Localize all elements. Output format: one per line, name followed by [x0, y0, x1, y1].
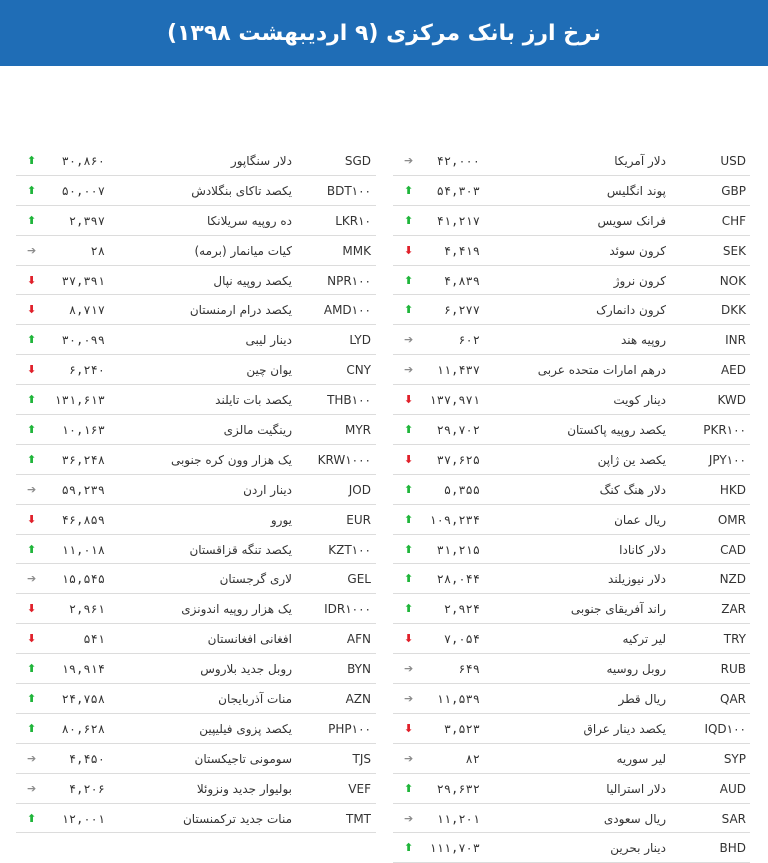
currency-name: لیر ترکیه — [622, 632, 666, 647]
currency-code: AUD — [719, 781, 746, 796]
currency-code: BHD — [719, 841, 746, 856]
currency-code: NZD — [719, 572, 746, 587]
currency-row — [16, 146, 376, 176]
currency-code: JPY۱۰۰ — [708, 452, 746, 467]
exchange-rate-value: ۲,۳۹۷ — [68, 213, 105, 228]
trend-up-arrow-icon: ⬆ — [404, 183, 414, 197]
currency-name: دلار کانادا — [619, 542, 666, 557]
exchange-rate-value: ۴,۲۰۶ — [68, 781, 105, 796]
currency-code: LKR۱۰ — [335, 213, 371, 228]
trend-up-arrow-icon: ⬆ — [27, 213, 37, 227]
exchange-rate-value: ۵۰,۰۰۷ — [61, 183, 105, 198]
trend-up-arrow-icon: ⬆ — [404, 542, 414, 556]
currency-row — [16, 684, 376, 714]
currency-code: DKK — [721, 303, 746, 318]
exchange-rate-value: ۱۱۱,۷۰۳ — [429, 841, 480, 856]
currency-name: یکصد روپیه پاکستان — [567, 423, 666, 438]
exchange-rate-value: ۴,۴۵۰ — [68, 751, 105, 766]
currency-name: دلار هنگ کنگ — [599, 482, 666, 497]
rates-table — [0, 66, 768, 856]
currency-row — [16, 594, 376, 624]
currency-name: کیات میانمار (برمه) — [194, 243, 292, 258]
currency-name: یکصد روپیه نپال — [213, 273, 292, 288]
currency-name: ریال قطر — [618, 692, 666, 707]
exchange-rate-value: ۸,۷۱۷ — [68, 303, 105, 318]
currency-row — [16, 475, 376, 505]
currency-row — [393, 624, 750, 654]
exchange-rate-value: ۳۷,۶۲۵ — [436, 452, 480, 467]
trend-down-arrow-icon: ⬇ — [27, 363, 37, 377]
currency-code: SYP — [723, 751, 746, 766]
exchange-rate-value: ۱۱,۵۳۹ — [436, 692, 480, 707]
exchange-rate-value: ۲۹,۷۰۲ — [436, 423, 480, 438]
currency-row — [393, 295, 750, 325]
exchange-rate-value: ۶,۲۷۷ — [443, 303, 480, 318]
currency-row — [393, 535, 750, 565]
exchange-rate-value: ۸۰,۶۲۸ — [61, 721, 105, 736]
exchange-rate-value: ۴,۴۱۹ — [443, 243, 480, 258]
trend-up-arrow-icon: ⬆ — [27, 183, 37, 197]
currency-row — [393, 325, 750, 355]
currency-code: SGD — [344, 154, 371, 168]
currency-name: یورو — [270, 512, 292, 527]
currency-code: CNY — [346, 363, 371, 378]
currency-name: یکصد ین ژاپن — [597, 452, 666, 467]
currency-name: یکصد بات تایلند — [215, 393, 292, 408]
currency-name: دینار کویت — [613, 393, 666, 408]
currency-name: یوان چین — [246, 363, 292, 378]
header-banner — [0, 0, 768, 66]
trend-up-arrow-icon: ⬆ — [404, 572, 414, 586]
currency-code: TJS — [352, 751, 371, 766]
trend-down-arrow-icon: ⬇ — [404, 632, 414, 646]
trend-down-arrow-icon: ⬇ — [27, 512, 37, 526]
currency-code: THB۱۰۰ — [327, 393, 371, 408]
page-title: نرخ ارز بانک مرکزی (۹ اردیبهشت ۱۳۹۸) — [166, 20, 602, 46]
exchange-rate-value: ۱۹,۹۱۴ — [61, 662, 105, 677]
trend-right-arrow-icon: ➔ — [404, 692, 414, 706]
currency-name: دلار سنگاپور — [230, 154, 292, 168]
trend-up-arrow-icon: ⬆ — [404, 213, 414, 227]
trend-up-arrow-icon: ⬆ — [404, 303, 414, 317]
currency-row — [393, 804, 750, 834]
exchange-rate-value: ۴,۸۳۹ — [443, 273, 480, 288]
currency-name: یکصد تنگه قزاقستان — [189, 542, 292, 557]
currency-row — [393, 654, 750, 684]
exchange-rate-value: ۱۱,۴۳۷ — [436, 363, 480, 378]
currency-name: یکصد تاکای بنگلادش — [191, 183, 292, 198]
exchange-rate-value: ۴۲,۰۰۰ — [436, 154, 480, 168]
currency-name: لاری گرجستان — [219, 572, 292, 587]
trend-up-arrow-icon: ⬆ — [27, 452, 37, 466]
exchange-rate-value: ۴۱,۲۱۷ — [436, 213, 480, 228]
currency-code: TMT — [345, 811, 371, 826]
currency-code: VEF — [348, 781, 371, 796]
trend-down-arrow-icon: ⬇ — [404, 452, 414, 466]
currency-row — [16, 176, 376, 206]
currency-code: RUB — [720, 662, 746, 677]
trend-right-arrow-icon: ➔ — [404, 662, 414, 676]
currency-row — [16, 714, 376, 744]
trend-right-arrow-icon: ➔ — [27, 572, 37, 586]
currency-name: رینگیت مالزی — [223, 423, 292, 438]
currency-row — [16, 505, 376, 535]
trend-up-arrow-icon: ⬆ — [404, 781, 414, 795]
currency-code: HKD — [719, 482, 746, 497]
currency-row — [393, 206, 750, 236]
exchange-rate-value: ۶۴۹ — [458, 662, 480, 677]
currency-code: AMD۱۰۰ — [323, 303, 371, 318]
currency-row — [393, 385, 750, 415]
currency-name: منات جدید ترکمنستان — [182, 811, 292, 826]
currency-code: QAR — [720, 692, 746, 707]
currency-code: PKR۱۰۰ — [703, 423, 746, 438]
exchange-rate-value: ۴۶,۸۵۹ — [61, 512, 105, 527]
currency-name: یک هزار وون کره جنوبی — [170, 452, 292, 467]
currency-code: CHF — [721, 213, 746, 228]
currency-row — [393, 505, 750, 535]
trend-right-arrow-icon: ➔ — [404, 363, 414, 377]
currency-name: دینار بحرین — [610, 841, 666, 856]
trend-up-arrow-icon: ⬆ — [404, 512, 414, 526]
trend-up-arrow-icon: ⬆ — [27, 721, 37, 735]
exchange-rate-value: ۳۰,۸۶۰ — [61, 154, 105, 168]
currency-row — [393, 266, 750, 296]
trend-down-arrow-icon: ⬇ — [404, 243, 414, 257]
rates-column-left — [16, 146, 376, 833]
currency-row — [16, 236, 376, 266]
exchange-rate-value: ۲۹,۶۳۲ — [436, 781, 480, 796]
currency-code: NOK — [719, 273, 746, 288]
currency-row — [16, 325, 376, 355]
trend-down-arrow-icon: ⬇ — [404, 393, 414, 407]
currency-code: MYR — [344, 423, 371, 438]
currency-name: یک هزار روپیه اندونزی — [181, 602, 292, 617]
trend-right-arrow-icon: ➔ — [27, 243, 37, 257]
exchange-rate-value: ۱۱,۰۱۸ — [61, 542, 105, 557]
exchange-rate-value: ۱۲,۰۰۱ — [61, 811, 105, 826]
currency-row — [16, 654, 376, 684]
exchange-rate-value: ۵۴۱ — [83, 632, 105, 647]
currency-name: دلار آمریکا — [614, 154, 666, 168]
exchange-rate-value: ۷,۰۵۴ — [443, 632, 480, 647]
currency-row — [393, 236, 750, 266]
trend-up-arrow-icon: ⬆ — [404, 423, 414, 437]
currency-row — [16, 445, 376, 475]
currency-name: افغانی افغانستان — [207, 632, 292, 647]
currency-row — [393, 564, 750, 594]
trend-up-arrow-icon: ⬆ — [404, 482, 414, 496]
currency-row — [393, 594, 750, 624]
trend-up-arrow-icon: ⬆ — [404, 602, 414, 616]
trend-right-arrow-icon: ➔ — [27, 751, 37, 765]
exchange-rate-value: ۶,۲۴۰ — [68, 363, 105, 378]
currency-code: EUR — [346, 512, 371, 527]
exchange-rate-value: ۲,۹۲۴ — [443, 602, 480, 617]
currency-code: MMK — [342, 243, 371, 258]
currency-name: یکصد پزوی فیلیپین — [199, 721, 292, 736]
currency-row — [16, 385, 376, 415]
currency-code: GBP — [721, 183, 746, 198]
trend-down-arrow-icon: ⬇ — [27, 303, 37, 317]
exchange-rate-value: ۲,۹۶۱ — [68, 602, 105, 617]
trend-up-arrow-icon: ⬆ — [27, 662, 37, 676]
currency-row — [393, 445, 750, 475]
exchange-rate-value: ۲۸ — [90, 243, 105, 258]
currency-row — [16, 624, 376, 654]
exchange-rate-value: ۱۱,۲۰۱ — [436, 811, 480, 826]
trend-down-arrow-icon: ⬇ — [27, 632, 37, 646]
currency-name: فرانک سویس — [597, 213, 666, 228]
currency-row — [16, 415, 376, 445]
currency-name: کرون سوئد — [609, 243, 666, 258]
currency-name: یکصد درام ارمنستان — [189, 303, 292, 318]
currency-name: درهم امارات متحده عربی — [537, 363, 666, 378]
currency-row — [393, 714, 750, 744]
currency-name: دلار نیوزیلند — [608, 572, 666, 587]
currency-code: SEK — [722, 243, 746, 258]
trend-right-arrow-icon: ➔ — [404, 154, 414, 167]
exchange-rate-value: ۲۴,۷۵۸ — [61, 692, 105, 707]
exchange-rate-value: ۳۰,۰۹۹ — [61, 333, 105, 348]
currency-code: KRW۱۰۰۰ — [317, 452, 371, 467]
currency-row — [393, 146, 750, 176]
currency-code: BDT۱۰۰ — [326, 183, 371, 198]
exchange-rate-value: ۱۵,۵۴۵ — [61, 572, 105, 587]
exchange-rate-value: ۳۱,۲۱۵ — [436, 542, 480, 557]
currency-row — [16, 804, 376, 834]
currency-code: BYN — [347, 662, 371, 677]
currency-row — [393, 684, 750, 714]
currency-code: ZAR — [721, 602, 746, 617]
trend-up-arrow-icon: ⬆ — [404, 273, 414, 287]
currency-name: منات آذربایجان — [218, 692, 292, 707]
exchange-rate-value: ۲۸,۰۴۴ — [436, 572, 480, 587]
currency-code: LYD — [349, 333, 371, 348]
currency-name: راند آفریقای جنوبی — [570, 602, 666, 617]
exchange-rate-value: ۱۰۹,۲۳۴ — [429, 512, 480, 527]
currency-code: KZT۱۰۰ — [328, 542, 371, 557]
trend-up-arrow-icon: ⬆ — [27, 542, 37, 556]
trend-up-arrow-icon: ⬆ — [27, 692, 37, 706]
trend-up-arrow-icon: ⬆ — [27, 811, 37, 825]
currency-row — [16, 774, 376, 804]
exchange-rate-value: ۱۳۷,۹۷۱ — [429, 393, 480, 408]
currency-row — [16, 564, 376, 594]
currency-row — [16, 206, 376, 236]
currency-name: لیر سوریه — [616, 751, 666, 766]
currency-row — [393, 744, 750, 774]
trend-down-arrow-icon: ⬇ — [27, 273, 37, 287]
exchange-rate-value: ۳۷,۳۹۱ — [61, 273, 105, 288]
currency-row — [393, 833, 750, 863]
currency-row — [393, 355, 750, 385]
currency-code: SAR — [721, 811, 746, 826]
currency-name: ریال سعودی — [603, 811, 666, 826]
currency-name: دینار لیبی — [245, 333, 292, 348]
trend-right-arrow-icon: ➔ — [404, 333, 414, 347]
trend-down-arrow-icon: ⬇ — [27, 602, 37, 616]
trend-right-arrow-icon: ➔ — [27, 482, 37, 496]
currency-code: OMR — [717, 512, 746, 527]
currency-code: KWD — [717, 393, 746, 408]
currency-name: دلار استرالیا — [606, 781, 666, 796]
currency-row — [393, 475, 750, 505]
currency-row — [16, 295, 376, 325]
currency-code: INR — [725, 333, 746, 348]
trend-down-arrow-icon: ⬇ — [404, 721, 414, 735]
currency-code: NPR۱۰۰ — [327, 273, 371, 288]
exchange-rate-value: ۸۲ — [465, 751, 480, 766]
trend-right-arrow-icon: ➔ — [27, 781, 37, 795]
currency-row — [16, 535, 376, 565]
exchange-rate-value: ۵۹,۲۳۹ — [61, 482, 105, 497]
currency-row — [393, 176, 750, 206]
currency-code: PHP۱۰۰ — [328, 721, 371, 736]
currency-code: AZN — [345, 692, 371, 707]
currency-code: IQD۱۰۰ — [704, 721, 746, 736]
currency-code: AED — [720, 363, 746, 378]
currency-name: روبل جدید بلاروس — [200, 662, 292, 677]
trend-up-arrow-icon: ⬆ — [27, 393, 37, 407]
exchange-rate-value: ۳۶,۲۴۸ — [61, 452, 105, 467]
currency-name: ده روپیه سریلانکا — [206, 213, 292, 228]
trend-right-arrow-icon: ➔ — [404, 751, 414, 765]
trend-right-arrow-icon: ➔ — [404, 811, 414, 825]
currency-code: IDR۱۰۰۰ — [324, 602, 371, 617]
currency-code: GEL — [347, 572, 371, 587]
currency-name: دینار اردن — [243, 482, 292, 497]
rates-column-right — [393, 146, 750, 863]
currency-code: JOD — [348, 482, 371, 497]
currency-code: USD — [720, 154, 746, 168]
currency-row — [16, 266, 376, 296]
exchange-rate-value: ۱۳۱,۶۱۳ — [54, 393, 105, 408]
currency-code: TRY — [723, 632, 746, 647]
trend-up-arrow-icon: ⬆ — [404, 841, 414, 855]
currency-name: روبل روسیه — [606, 662, 666, 677]
trend-up-arrow-icon: ⬆ — [27, 154, 37, 167]
exchange-rate-value: ۵۴,۳۰۳ — [436, 183, 480, 198]
trend-up-arrow-icon: ⬆ — [27, 423, 37, 437]
exchange-rate-value: ۳,۵۲۳ — [443, 721, 480, 736]
currency-name: یکصد دینار عراق — [583, 721, 666, 736]
trend-up-arrow-icon: ⬆ — [27, 333, 37, 347]
currency-name: کرون نروژ — [613, 273, 666, 288]
exchange-rate-value: ۱۰,۱۶۳ — [61, 423, 105, 438]
currency-row — [393, 774, 750, 804]
exchange-rate-value: ۵,۳۵۵ — [443, 482, 480, 497]
currency-name: پوند انگلیس — [606, 183, 666, 198]
currency-row — [16, 355, 376, 385]
currency-name: سومونی تاجیکستان — [194, 751, 292, 766]
currency-name: بولیوار جدید ونزوئلا — [196, 781, 292, 796]
currency-row — [16, 744, 376, 774]
currency-row — [393, 415, 750, 445]
currency-code: AFN — [346, 632, 371, 647]
currency-code: CAD — [720, 542, 746, 557]
currency-name: روپیه هند — [620, 333, 666, 348]
currency-name: کرون دانمارک — [596, 303, 666, 318]
exchange-rate-value: ۶۰۲ — [458, 333, 480, 348]
currency-name: ریال عمان — [614, 512, 666, 527]
